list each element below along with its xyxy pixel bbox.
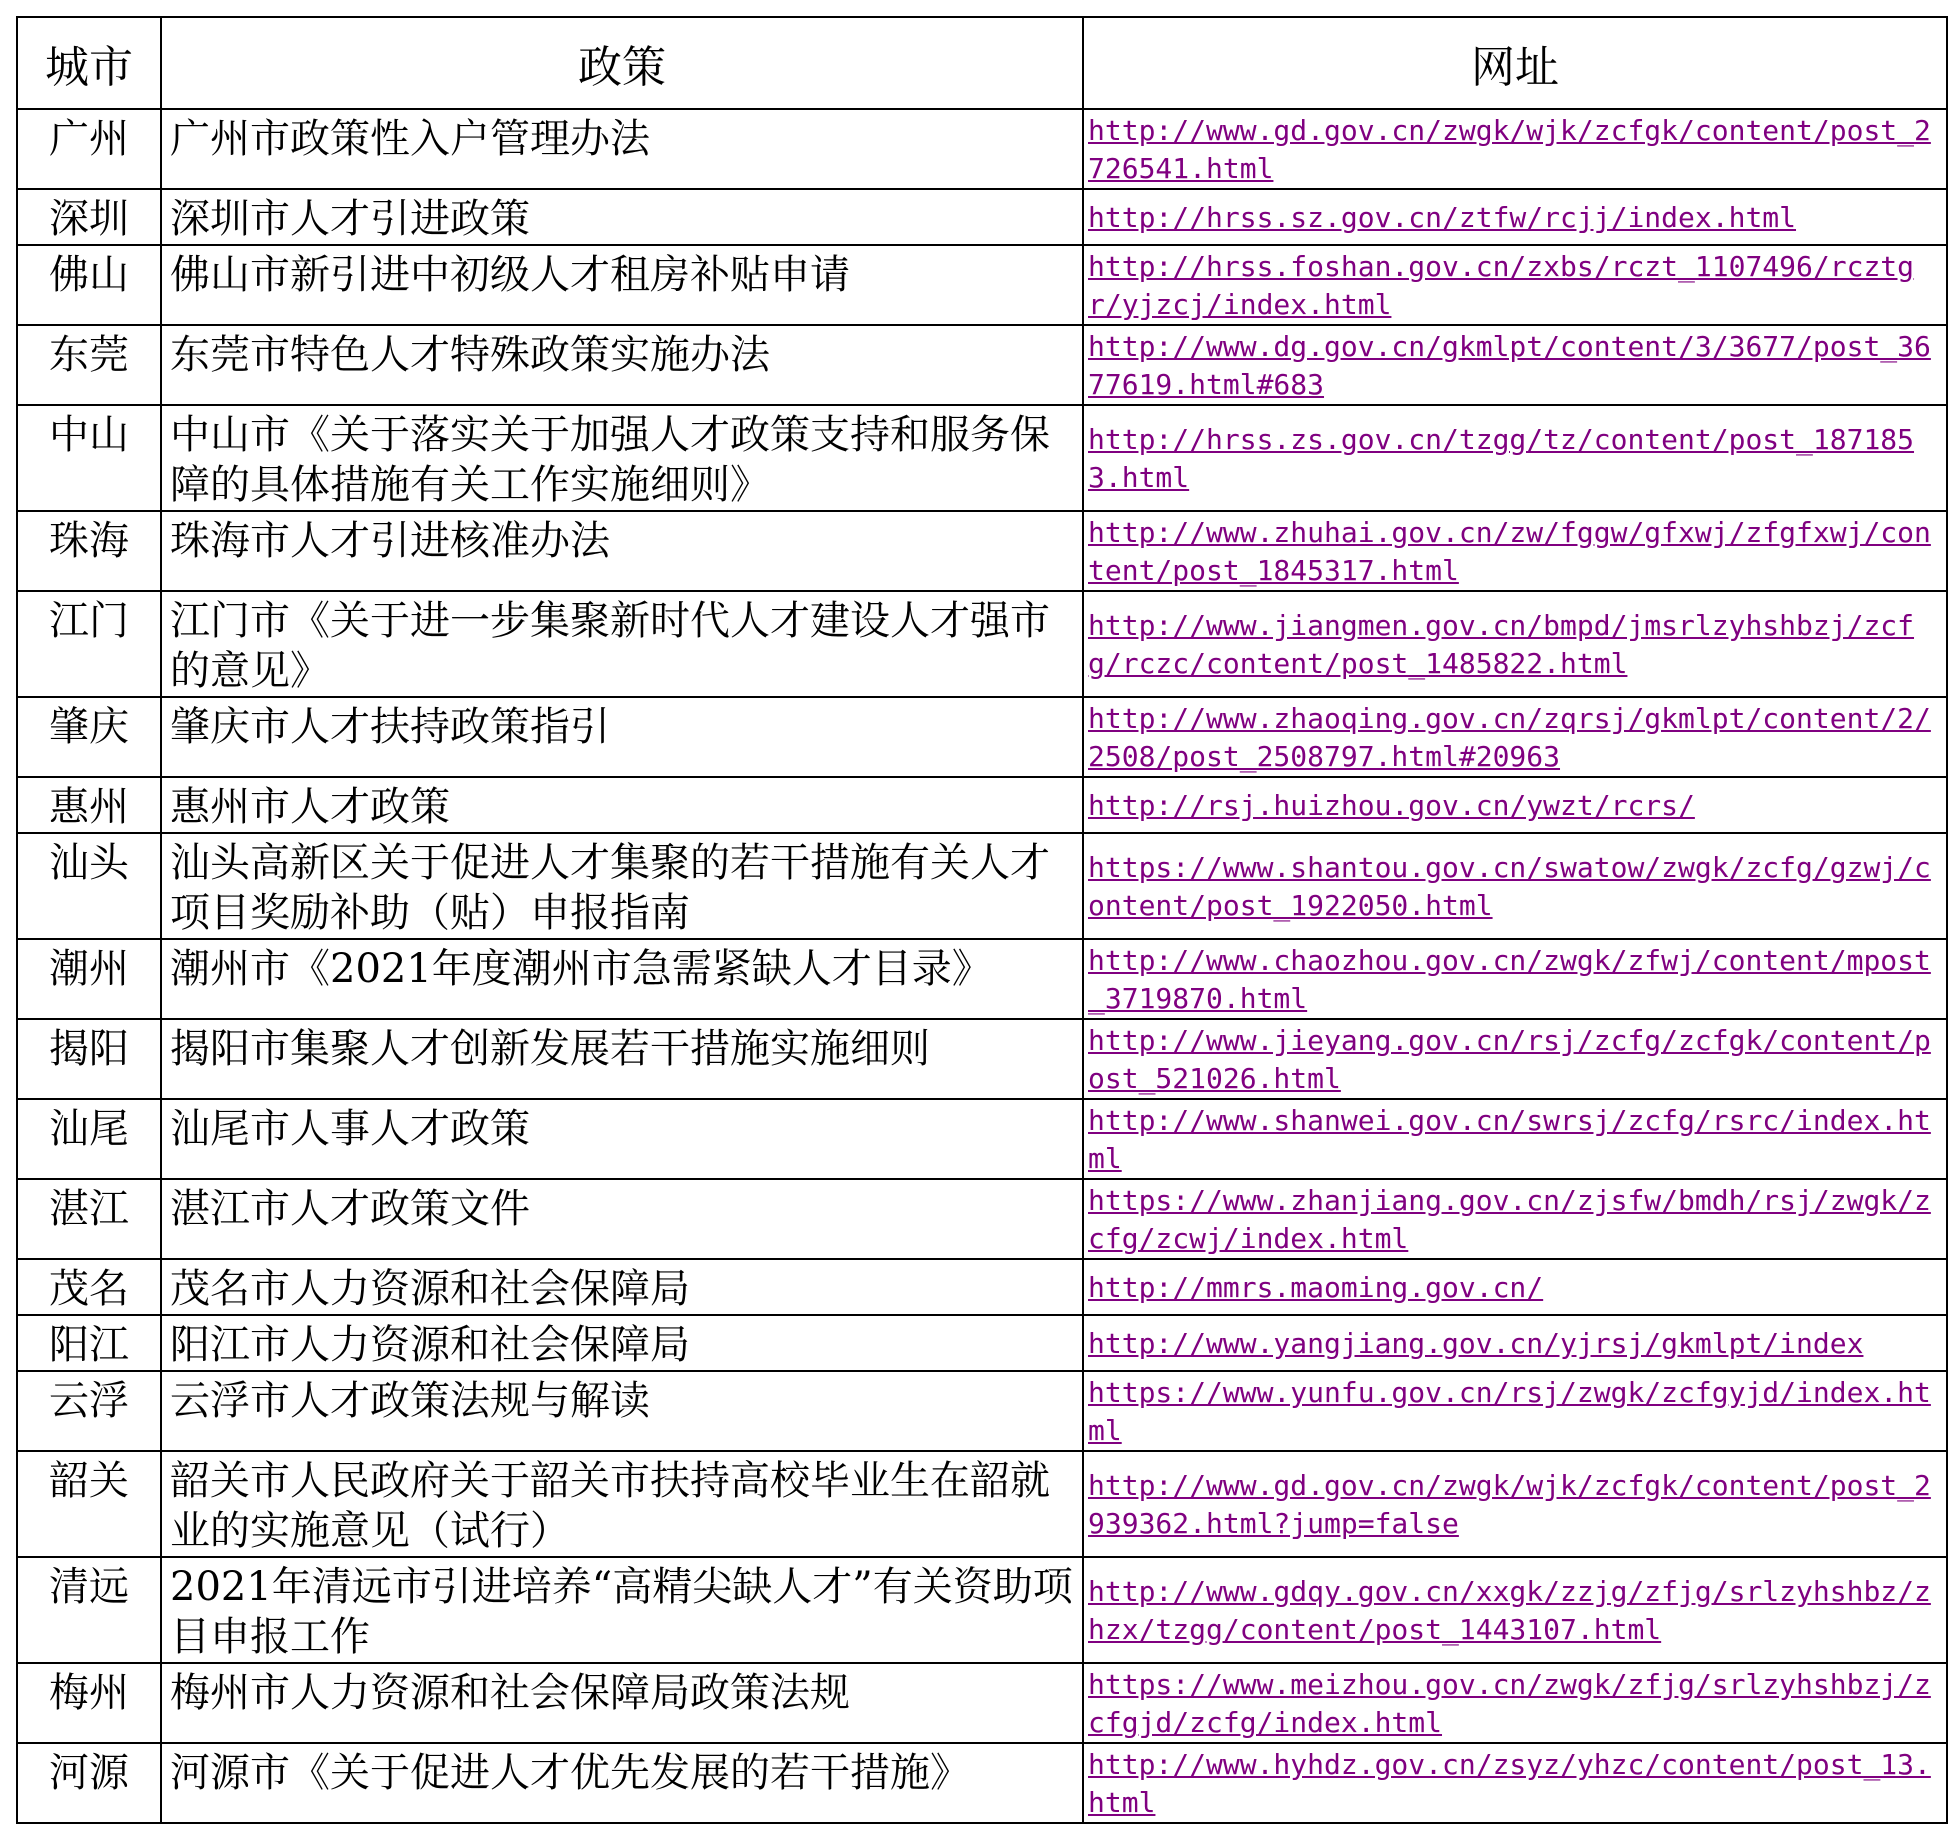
city-cell: 珠海 xyxy=(17,511,161,591)
header-row xyxy=(17,17,1947,109)
city-cell: 深圳 xyxy=(17,189,161,245)
url-cell xyxy=(1083,189,1947,245)
table-row xyxy=(17,833,1947,939)
url-cell xyxy=(1083,1451,1947,1557)
city-cell: 湛江 xyxy=(17,1179,161,1259)
policy-cell: 东莞市特色人才特殊政策实施办法 xyxy=(161,325,1083,405)
url-cell xyxy=(1083,1315,1947,1371)
url-cell xyxy=(1083,1743,1947,1823)
policy-cell: 中山市《关于落实关于加强人才政策支持和服务保障的具体措施有关工作实施细则》 xyxy=(161,405,1083,511)
policy-cell: 潮州市《2021年度潮州市急需紧缺人才目录》 xyxy=(161,939,1083,1019)
city-cell: 云浮 xyxy=(17,1371,161,1451)
url-cell xyxy=(1083,591,1947,697)
policy-cell: 湛江市人才政策文件 xyxy=(161,1179,1083,1259)
header-city: 城市 xyxy=(17,17,161,109)
url-link[interactable]: https://www.yunfu.gov.cn/rsj/zwgk/zcfgyjd/index.html xyxy=(1088,1376,1931,1447)
policy-cell: 河源市《关于促进人才优先发展的若干措施》 xyxy=(161,1743,1083,1823)
table-row xyxy=(17,1179,1947,1259)
city-cell: 河源 xyxy=(17,1743,161,1823)
url-link[interactable]: http://www.shanwei.gov.cn/swrsj/zcfg/rsrc/index.html xyxy=(1088,1104,1931,1175)
url-link[interactable]: http://www.zhuhai.gov.cn/zw/fggw/gfxwj/zfgfxwj/content/post_1845317.html xyxy=(1088,516,1931,587)
url-cell xyxy=(1083,1371,1947,1451)
policy-cell: 珠海市人才引进核准办法 xyxy=(161,511,1083,591)
city-cell: 韶关 xyxy=(17,1451,161,1557)
table-row xyxy=(17,511,1947,591)
url-cell xyxy=(1083,109,1947,189)
policy-cell: 肇庆市人才扶持政策指引 xyxy=(161,697,1083,777)
table-row xyxy=(17,1259,1947,1315)
url-link[interactable]: http://www.chaozhou.gov.cn/zwgk/zfwj/content/mpost_3719870.html xyxy=(1088,944,1931,1015)
url-link[interactable]: http://www.zhaoqing.gov.cn/zqrsj/gkmlpt/content/2/2508/post_2508797.html#20963 xyxy=(1088,702,1931,773)
url-link[interactable]: https://www.zhanjiang.gov.cn/zjsfw/bmdh/rsj/zwgk/zcfg/zcwj/index.html xyxy=(1088,1184,1931,1255)
url-link[interactable]: http://www.yangjiang.gov.cn/yjrsj/gkmlpt/index xyxy=(1088,1327,1864,1360)
city-cell: 阳江 xyxy=(17,1315,161,1371)
policy-cell: 云浮市人才政策法规与解读 xyxy=(161,1371,1083,1451)
url-cell xyxy=(1083,777,1947,833)
policy-cell: 阳江市人力资源和社会保障局 xyxy=(161,1315,1083,1371)
city-cell: 肇庆 xyxy=(17,697,161,777)
city-cell: 汕头 xyxy=(17,833,161,939)
table-body xyxy=(17,109,1947,1823)
city-cell: 梅州 xyxy=(17,1663,161,1743)
url-link[interactable]: https://www.shantou.gov.cn/swatow/zwgk/zcfg/gzwj/content/post_1922050.html xyxy=(1088,851,1931,922)
table-row xyxy=(17,1099,1947,1179)
url-cell xyxy=(1083,245,1947,325)
city-cell: 东莞 xyxy=(17,325,161,405)
policy-cell: 广州市政策性入户管理办法 xyxy=(161,109,1083,189)
policy-cell: 韶关市人民政府关于韶关市扶持高校毕业生在韶就业的实施意见（试行） xyxy=(161,1451,1083,1557)
table-row xyxy=(17,109,1947,189)
url-link[interactable]: http://rsj.huizhou.gov.cn/ywzt/rcrs/ xyxy=(1088,789,1695,822)
policy-cell: 惠州市人才政策 xyxy=(161,777,1083,833)
policy-table xyxy=(16,16,1948,1824)
url-cell xyxy=(1083,697,1947,777)
city-cell: 广州 xyxy=(17,109,161,189)
url-link[interactable]: http://www.gd.gov.cn/zwgk/wjk/zcfgk/content/post_2726541.html xyxy=(1088,114,1931,185)
url-cell xyxy=(1083,1663,1947,1743)
url-cell xyxy=(1083,1557,1947,1663)
table-row xyxy=(17,777,1947,833)
policy-cell: 揭阳市集聚人才创新发展若干措施实施细则 xyxy=(161,1019,1083,1099)
city-cell: 中山 xyxy=(17,405,161,511)
policy-cell: 深圳市人才引进政策 xyxy=(161,189,1083,245)
url-cell xyxy=(1083,511,1947,591)
table-row xyxy=(17,1451,1947,1557)
url-link[interactable]: http://www.jiangmen.gov.cn/bmpd/jmsrlzyhshbzj/zcfg/rczc/content/post_1485822.html xyxy=(1088,609,1915,680)
url-cell xyxy=(1083,1099,1947,1179)
city-cell: 揭阳 xyxy=(17,1019,161,1099)
url-cell xyxy=(1083,1019,1947,1099)
url-link[interactable]: http://www.jieyang.gov.cn/rsj/zcfg/zcfgk/content/post_521026.html xyxy=(1088,1024,1931,1095)
url-link[interactable]: http://www.gdqy.gov.cn/xxgk/zzjg/zfjg/srlzyhshbz/zhzx/tzgg/content/post_1443107.html xyxy=(1088,1575,1931,1646)
table-row xyxy=(17,939,1947,1019)
url-link[interactable]: http://www.hyhdz.gov.cn/zsyz/yhzc/content/post_13.html xyxy=(1088,1748,1931,1819)
url-link[interactable]: http://www.dg.gov.cn/gkmlpt/content/3/3677/post_3677619.html#683 xyxy=(1088,330,1931,401)
table-row xyxy=(17,189,1947,245)
header-url: 网址 xyxy=(1083,17,1947,109)
city-cell: 茂名 xyxy=(17,1259,161,1315)
policy-cell: 汕头高新区关于促进人才集聚的若干措施有关人才项目奖励补助（贴）申报指南 xyxy=(161,833,1083,939)
table-row xyxy=(17,1371,1947,1451)
city-cell: 汕尾 xyxy=(17,1099,161,1179)
url-cell xyxy=(1083,833,1947,939)
policy-cell: 汕尾市人事人才政策 xyxy=(161,1099,1083,1179)
city-cell: 潮州 xyxy=(17,939,161,1019)
policy-cell: 梅州市人力资源和社会保障局政策法规 xyxy=(161,1663,1083,1743)
policy-cell: 佛山市新引进中初级人才租房补贴申请 xyxy=(161,245,1083,325)
policy-cell: 江门市《关于进一步集聚新时代人才建设人才强市的意见》 xyxy=(161,591,1083,697)
url-cell xyxy=(1083,939,1947,1019)
url-link[interactable]: https://www.meizhou.gov.cn/zwgk/zfjg/srlzyhshbzj/zcfgjd/zcfg/index.html xyxy=(1088,1668,1931,1739)
policy-cell: 茂名市人力资源和社会保障局 xyxy=(161,1259,1083,1315)
url-link[interactable]: http://hrss.foshan.gov.cn/zxbs/rczt_1107496/rcztgr/yjzcj/index.html xyxy=(1088,250,1915,321)
policy-cell: 2021年清远市引进培养“高精尖缺人才”有关资助项目申报工作 xyxy=(161,1557,1083,1663)
city-cell: 清远 xyxy=(17,1557,161,1663)
url-link[interactable]: http://hrss.sz.gov.cn/ztfw/rcjj/index.html xyxy=(1088,201,1797,234)
header-policy: 政策 xyxy=(161,17,1083,109)
table-row xyxy=(17,697,1947,777)
table-row xyxy=(17,1663,1947,1743)
table-row xyxy=(17,325,1947,405)
url-cell xyxy=(1083,1179,1947,1259)
city-cell: 江门 xyxy=(17,591,161,697)
table-row xyxy=(17,1019,1947,1099)
table-row xyxy=(17,1315,1947,1371)
table-row xyxy=(17,1743,1947,1823)
url-link[interactable]: http://www.gd.gov.cn/zwgk/wjk/zcfgk/content/post_2939362.html?jump=false xyxy=(1088,1469,1931,1540)
url-link[interactable]: http://mmrs.maoming.gov.cn/ xyxy=(1088,1271,1544,1304)
url-cell xyxy=(1083,405,1947,511)
city-cell: 惠州 xyxy=(17,777,161,833)
table-row xyxy=(17,591,1947,697)
table-row xyxy=(17,405,1947,511)
url-link[interactable]: http://hrss.zs.gov.cn/tzgg/tz/content/post_1871853.html xyxy=(1088,423,1915,494)
url-cell xyxy=(1083,1259,1947,1315)
table-row xyxy=(17,245,1947,325)
city-cell: 佛山 xyxy=(17,245,161,325)
table-row xyxy=(17,1557,1947,1663)
url-cell xyxy=(1083,325,1947,405)
